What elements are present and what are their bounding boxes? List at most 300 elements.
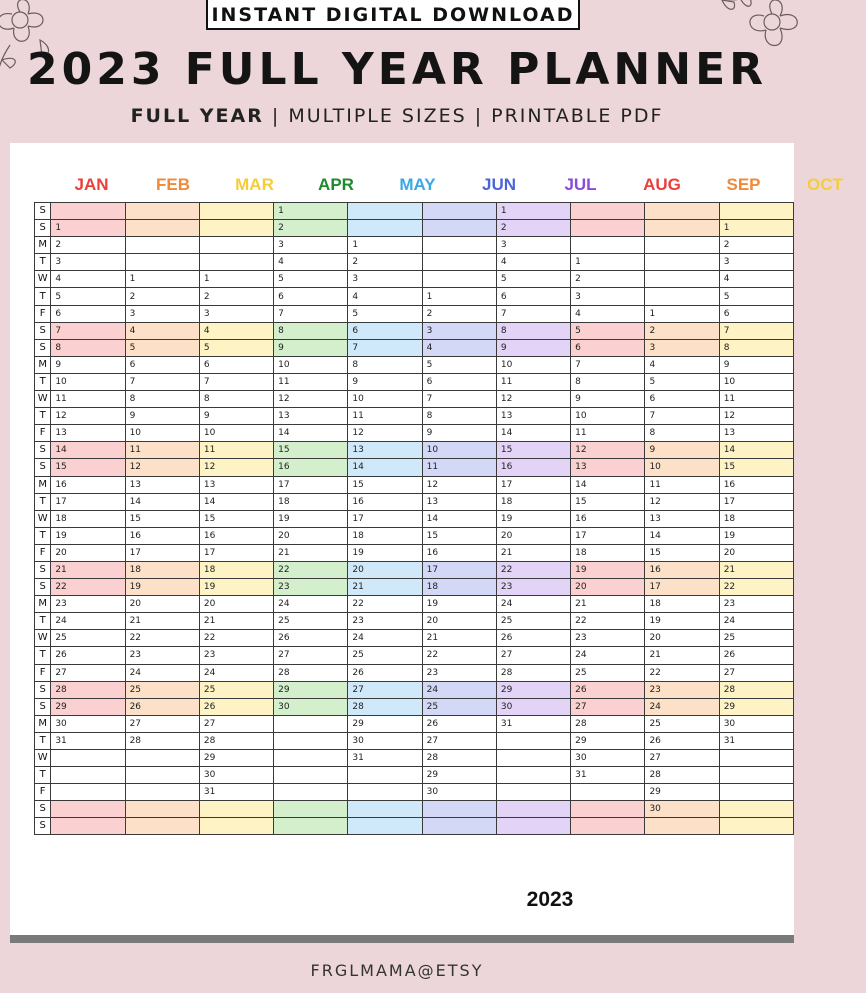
day-cell[interactable]: 28 [51,681,125,698]
day-cell[interactable]: 22 [645,664,719,681]
day-cell[interactable] [719,801,793,818]
day-cell[interactable]: 8 [571,373,645,390]
day-cell[interactable]: 29 [496,681,570,698]
day-cell[interactable]: 8 [51,339,125,356]
day-cell[interactable]: 19 [125,579,199,596]
day-cell[interactable]: 2 [571,271,645,288]
day-cell[interactable]: 18 [645,596,719,613]
day-cell[interactable]: 5 [51,288,125,305]
day-cell[interactable]: 24 [645,698,719,715]
day-cell[interactable]: 29 [571,732,645,749]
day-cell[interactable]: 24 [719,613,793,630]
day-cell[interactable] [645,818,719,835]
day-cell[interactable]: 27 [496,647,570,664]
day-cell[interactable]: 14 [274,425,348,442]
day-cell[interactable]: 5 [125,339,199,356]
day-cell[interactable]: 19 [274,510,348,527]
day-cell[interactable]: 15 [645,544,719,561]
day-cell[interactable]: 3 [719,254,793,271]
day-cell[interactable] [645,220,719,237]
day-cell[interactable] [496,767,570,784]
day-cell[interactable]: 21 [274,544,348,561]
day-cell[interactable]: 1 [51,220,125,237]
day-cell[interactable]: 26 [51,647,125,664]
day-cell[interactable]: 16 [645,561,719,578]
day-cell[interactable]: 15 [348,476,422,493]
day-cell[interactable]: 26 [125,698,199,715]
day-cell[interactable]: 12 [199,459,273,476]
day-cell[interactable] [125,801,199,818]
day-cell[interactable]: 10 [645,459,719,476]
day-cell[interactable]: 17 [645,579,719,596]
day-cell[interactable]: 12 [422,476,496,493]
day-cell[interactable]: 22 [496,561,570,578]
day-cell[interactable]: 4 [719,271,793,288]
day-cell[interactable]: 18 [571,544,645,561]
day-cell[interactable] [348,818,422,835]
day-cell[interactable]: 21 [422,630,496,647]
day-cell[interactable]: 2 [199,288,273,305]
day-cell[interactable]: 24 [571,647,645,664]
day-cell[interactable]: 14 [51,442,125,459]
day-cell[interactable]: 5 [719,288,793,305]
day-cell[interactable]: 23 [348,613,422,630]
day-cell[interactable]: 6 [199,356,273,373]
day-cell[interactable] [199,220,273,237]
day-cell[interactable]: 14 [496,425,570,442]
day-cell[interactable]: 26 [348,664,422,681]
day-cell[interactable]: 24 [274,596,348,613]
day-cell[interactable]: 13 [645,510,719,527]
day-cell[interactable]: 22 [199,630,273,647]
day-cell[interactable] [274,784,348,801]
day-cell[interactable]: 17 [571,527,645,544]
day-cell[interactable]: 8 [125,391,199,408]
day-cell[interactable]: 16 [719,476,793,493]
day-cell[interactable]: 29 [422,767,496,784]
day-cell[interactable]: 5 [274,271,348,288]
day-cell[interactable]: 25 [719,630,793,647]
day-cell[interactable]: 21 [51,561,125,578]
day-cell[interactable]: 27 [422,732,496,749]
day-cell[interactable]: 6 [645,391,719,408]
day-cell[interactable] [274,715,348,732]
day-cell[interactable]: 26 [199,698,273,715]
day-cell[interactable]: 31 [719,732,793,749]
day-cell[interactable]: 18 [348,527,422,544]
day-cell[interactable]: 15 [51,459,125,476]
day-cell[interactable]: 1 [496,203,570,220]
day-cell[interactable] [51,750,125,767]
day-cell[interactable]: 7 [719,322,793,339]
day-cell[interactable]: 27 [571,698,645,715]
day-cell[interactable]: 10 [422,442,496,459]
day-cell[interactable]: 23 [719,596,793,613]
day-cell[interactable]: 27 [125,715,199,732]
day-cell[interactable]: 23 [571,630,645,647]
day-cell[interactable]: 21 [571,596,645,613]
day-cell[interactable] [348,801,422,818]
day-cell[interactable]: 13 [422,493,496,510]
day-cell[interactable]: 3 [496,237,570,254]
day-cell[interactable]: 24 [496,596,570,613]
day-cell[interactable]: 6 [719,305,793,322]
day-cell[interactable] [719,784,793,801]
day-cell[interactable]: 10 [719,373,793,390]
day-cell[interactable]: 14 [719,442,793,459]
day-cell[interactable]: 6 [125,356,199,373]
day-cell[interactable]: 18 [199,561,273,578]
day-cell[interactable] [274,818,348,835]
day-cell[interactable]: 12 [719,408,793,425]
day-cell[interactable]: 6 [496,288,570,305]
day-cell[interactable]: 23 [274,579,348,596]
day-cell[interactable] [571,203,645,220]
day-cell[interactable]: 31 [496,715,570,732]
day-cell[interactable] [51,784,125,801]
day-cell[interactable]: 9 [348,373,422,390]
day-cell[interactable]: 20 [422,613,496,630]
day-cell[interactable]: 30 [571,750,645,767]
day-cell[interactable]: 24 [422,681,496,698]
day-cell[interactable]: 25 [125,681,199,698]
day-cell[interactable]: 30 [645,801,719,818]
day-cell[interactable]: 7 [348,339,422,356]
day-cell[interactable]: 29 [199,750,273,767]
day-cell[interactable]: 3 [51,254,125,271]
day-cell[interactable]: 19 [348,544,422,561]
day-cell[interactable]: 23 [645,681,719,698]
day-cell[interactable]: 1 [645,305,719,322]
day-cell[interactable]: 13 [719,425,793,442]
day-cell[interactable]: 18 [496,493,570,510]
day-cell[interactable]: 1 [274,203,348,220]
day-cell[interactable]: 25 [422,698,496,715]
day-cell[interactable]: 14 [571,476,645,493]
day-cell[interactable]: 29 [51,698,125,715]
day-cell[interactable]: 10 [199,425,273,442]
day-cell[interactable]: 25 [571,664,645,681]
day-cell[interactable]: 25 [348,647,422,664]
day-cell[interactable]: 31 [571,767,645,784]
day-cell[interactable]: 28 [719,681,793,698]
day-cell[interactable]: 7 [645,408,719,425]
day-cell[interactable] [645,254,719,271]
day-cell[interactable]: 2 [274,220,348,237]
day-cell[interactable]: 10 [571,408,645,425]
day-cell[interactable]: 5 [422,356,496,373]
day-cell[interactable] [199,203,273,220]
day-cell[interactable]: 5 [348,305,422,322]
day-cell[interactable]: 13 [125,476,199,493]
day-cell[interactable]: 14 [422,510,496,527]
day-cell[interactable]: 10 [51,373,125,390]
day-cell[interactable]: 16 [51,476,125,493]
day-cell[interactable]: 21 [496,544,570,561]
day-cell[interactable]: 15 [125,510,199,527]
day-cell[interactable]: 9 [645,442,719,459]
day-cell[interactable]: 19 [496,510,570,527]
day-cell[interactable]: 27 [274,647,348,664]
day-cell[interactable]: 4 [571,305,645,322]
day-cell[interactable]: 9 [274,339,348,356]
day-cell[interactable]: 22 [348,596,422,613]
day-cell[interactable] [199,254,273,271]
day-cell[interactable] [571,818,645,835]
day-cell[interactable]: 31 [348,750,422,767]
day-cell[interactable]: 31 [199,784,273,801]
day-cell[interactable]: 5 [496,271,570,288]
day-cell[interactable] [51,203,125,220]
day-cell[interactable]: 3 [571,288,645,305]
day-cell[interactable]: 19 [199,579,273,596]
day-cell[interactable] [199,237,273,254]
day-cell[interactable]: 17 [719,493,793,510]
day-cell[interactable] [125,750,199,767]
day-cell[interactable] [645,237,719,254]
day-cell[interactable]: 13 [274,408,348,425]
day-cell[interactable]: 22 [51,579,125,596]
day-cell[interactable]: 21 [719,561,793,578]
day-cell[interactable] [274,750,348,767]
day-cell[interactable]: 23 [422,664,496,681]
day-cell[interactable]: 28 [274,664,348,681]
day-cell[interactable]: 13 [348,442,422,459]
day-cell[interactable]: 25 [51,630,125,647]
day-cell[interactable] [645,203,719,220]
day-cell[interactable]: 17 [348,510,422,527]
day-cell[interactable] [51,818,125,835]
day-cell[interactable]: 28 [422,750,496,767]
day-cell[interactable]: 13 [51,425,125,442]
day-cell[interactable]: 3 [645,339,719,356]
day-cell[interactable]: 6 [571,339,645,356]
day-cell[interactable]: 7 [199,373,273,390]
day-cell[interactable]: 25 [645,715,719,732]
day-cell[interactable]: 11 [422,459,496,476]
day-cell[interactable]: 9 [125,408,199,425]
day-cell[interactable]: 25 [199,681,273,698]
day-cell[interactable]: 23 [125,647,199,664]
day-cell[interactable]: 28 [571,715,645,732]
day-cell[interactable]: 14 [348,459,422,476]
day-cell[interactable]: 16 [571,510,645,527]
day-cell[interactable]: 2 [348,254,422,271]
day-cell[interactable]: 16 [496,459,570,476]
day-cell[interactable]: 1 [422,288,496,305]
day-cell[interactable]: 28 [199,732,273,749]
day-cell[interactable]: 15 [719,459,793,476]
day-cell[interactable]: 26 [645,732,719,749]
day-cell[interactable]: 22 [422,647,496,664]
day-cell[interactable]: 25 [496,613,570,630]
day-cell[interactable]: 19 [422,596,496,613]
day-cell[interactable]: 20 [719,544,793,561]
day-cell[interactable]: 3 [125,305,199,322]
day-cell[interactable] [571,220,645,237]
day-cell[interactable] [496,784,570,801]
day-cell[interactable]: 7 [571,356,645,373]
day-cell[interactable]: 26 [274,630,348,647]
day-cell[interactable]: 22 [571,613,645,630]
day-cell[interactable]: 19 [571,561,645,578]
day-cell[interactable]: 20 [496,527,570,544]
day-cell[interactable]: 21 [645,647,719,664]
day-cell[interactable] [125,818,199,835]
day-cell[interactable]: 27 [199,715,273,732]
day-cell[interactable]: 1 [571,254,645,271]
day-cell[interactable]: 6 [422,373,496,390]
day-cell[interactable]: 28 [125,732,199,749]
day-cell[interactable]: 11 [645,476,719,493]
day-cell[interactable] [645,288,719,305]
day-cell[interactable] [719,203,793,220]
day-cell[interactable]: 9 [571,391,645,408]
day-cell[interactable]: 20 [199,596,273,613]
day-cell[interactable]: 20 [125,596,199,613]
day-cell[interactable]: 29 [348,715,422,732]
day-cell[interactable] [571,801,645,818]
day-cell[interactable]: 15 [496,442,570,459]
day-cell[interactable]: 12 [125,459,199,476]
day-cell[interactable]: 19 [51,527,125,544]
day-cell[interactable]: 11 [571,425,645,442]
day-cell[interactable]: 18 [422,579,496,596]
day-cell[interactable]: 9 [422,425,496,442]
day-cell[interactable] [348,784,422,801]
day-cell[interactable]: 2 [51,237,125,254]
day-cell[interactable]: 24 [51,613,125,630]
day-cell[interactable]: 30 [348,732,422,749]
day-cell[interactable]: 23 [51,596,125,613]
day-cell[interactable]: 21 [199,613,273,630]
day-cell[interactable] [125,237,199,254]
day-cell[interactable]: 3 [199,305,273,322]
day-cell[interactable]: 1 [719,220,793,237]
day-cell[interactable]: 8 [645,425,719,442]
day-cell[interactable]: 27 [348,681,422,698]
day-cell[interactable]: 15 [199,510,273,527]
day-cell[interactable]: 4 [51,271,125,288]
day-cell[interactable]: 10 [125,425,199,442]
day-cell[interactable]: 17 [125,544,199,561]
day-cell[interactable]: 12 [274,391,348,408]
day-cell[interactable]: 9 [719,356,793,373]
day-cell[interactable]: 20 [274,527,348,544]
day-cell[interactable]: 18 [125,561,199,578]
day-cell[interactable]: 29 [274,681,348,698]
day-cell[interactable]: 8 [199,391,273,408]
day-cell[interactable]: 10 [348,391,422,408]
day-cell[interactable]: 11 [348,408,422,425]
day-cell[interactable] [51,801,125,818]
day-cell[interactable]: 9 [199,408,273,425]
day-cell[interactable] [274,732,348,749]
day-cell[interactable]: 15 [274,442,348,459]
day-cell[interactable]: 13 [199,476,273,493]
day-cell[interactable]: 1 [348,237,422,254]
day-cell[interactable]: 13 [571,459,645,476]
day-cell[interactable] [719,767,793,784]
day-cell[interactable]: 8 [496,322,570,339]
day-cell[interactable]: 26 [571,681,645,698]
day-cell[interactable]: 30 [274,698,348,715]
day-cell[interactable]: 2 [496,220,570,237]
day-cell[interactable] [422,254,496,271]
day-cell[interactable]: 18 [51,510,125,527]
day-cell[interactable] [496,732,570,749]
day-cell[interactable] [422,220,496,237]
day-cell[interactable]: 26 [422,715,496,732]
day-cell[interactable]: 20 [645,630,719,647]
day-cell[interactable]: 7 [125,373,199,390]
day-cell[interactable]: 6 [274,288,348,305]
day-cell[interactable]: 22 [125,630,199,647]
day-cell[interactable]: 15 [571,493,645,510]
day-cell[interactable] [199,801,273,818]
day-cell[interactable]: 17 [422,561,496,578]
day-cell[interactable]: 26 [496,630,570,647]
day-cell[interactable]: 16 [125,527,199,544]
day-cell[interactable]: 13 [496,408,570,425]
day-cell[interactable] [719,750,793,767]
day-cell[interactable]: 8 [719,339,793,356]
day-cell[interactable]: 27 [51,664,125,681]
day-cell[interactable]: 30 [496,698,570,715]
day-cell[interactable]: 7 [496,305,570,322]
day-cell[interactable]: 8 [422,408,496,425]
day-cell[interactable]: 23 [199,647,273,664]
day-cell[interactable]: 12 [571,442,645,459]
day-cell[interactable]: 20 [51,544,125,561]
day-cell[interactable]: 30 [719,715,793,732]
day-cell[interactable]: 18 [719,510,793,527]
day-cell[interactable]: 2 [125,288,199,305]
day-cell[interactable]: 27 [719,664,793,681]
day-cell[interactable]: 16 [274,459,348,476]
day-cell[interactable]: 4 [645,356,719,373]
day-cell[interactable]: 17 [199,544,273,561]
day-cell[interactable]: 24 [348,630,422,647]
day-cell[interactable]: 30 [199,767,273,784]
day-cell[interactable]: 12 [645,493,719,510]
day-cell[interactable]: 7 [51,322,125,339]
day-cell[interactable]: 4 [496,254,570,271]
day-cell[interactable]: 5 [199,339,273,356]
day-cell[interactable]: 16 [199,527,273,544]
day-cell[interactable]: 5 [571,322,645,339]
day-cell[interactable]: 6 [51,305,125,322]
day-cell[interactable] [199,818,273,835]
day-cell[interactable]: 19 [645,613,719,630]
day-cell[interactable]: 20 [571,579,645,596]
day-cell[interactable] [274,801,348,818]
day-cell[interactable]: 6 [348,322,422,339]
day-cell[interactable] [125,767,199,784]
day-cell[interactable] [571,784,645,801]
day-cell[interactable]: 28 [496,664,570,681]
day-cell[interactable]: 9 [496,339,570,356]
day-cell[interactable]: 4 [348,288,422,305]
day-cell[interactable] [496,818,570,835]
day-cell[interactable]: 3 [422,322,496,339]
day-cell[interactable]: 29 [645,784,719,801]
day-cell[interactable]: 5 [645,373,719,390]
day-cell[interactable]: 14 [199,493,273,510]
day-cell[interactable]: 17 [51,493,125,510]
day-cell[interactable]: 30 [51,715,125,732]
day-cell[interactable]: 30 [422,784,496,801]
